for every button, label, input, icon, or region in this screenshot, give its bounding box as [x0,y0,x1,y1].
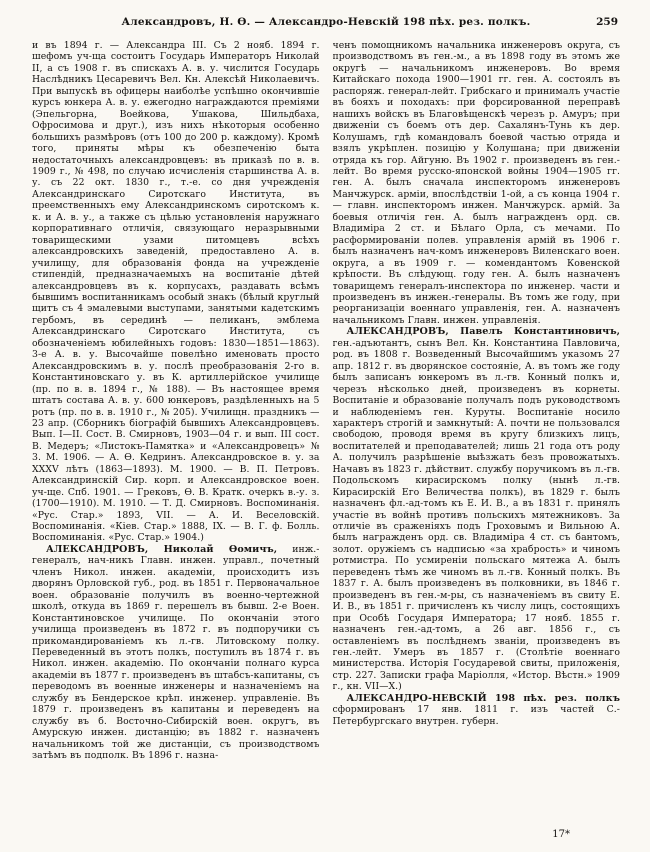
running-head [32,16,620,32]
printers-signature-mark: 17* [552,829,570,840]
running-title: Александровъ, Н. Ө. — Александро-Невскій 198 пѣх. рез. полкъ. [121,16,531,28]
page-number: 259 [596,16,618,28]
left-column [32,40,320,826]
paragraph-body: инж.-генералъ, нач-никъ Главн. инжен. управл., почетный членъ Никол. инжен. академіи, происходитъ изъ дворянъ Орловской губ., род. въ 1851 г. Первоначальное воен. образованіе получилъ въ военно-чертежной школѣ, откуда въ 1869 г. перешелъ въ бывш. 2-е Воен. Константиновское училище. По окончаніи этого училища произведенъ въ 1872 г. въ подпоручики съ прикомандированіемъ къ л.-гв. Литовскому полку. Переведенный въ этотъ полкъ, поступилъ въ 1874 г. въ Никол. инжен. академію. По окончаніи полнаго курса академіи въ 1877 г. произведенъ въ штабсъ-капитаны, съ переводомъ въ военные инженеры и назначеніемъ на службу въ Бендерское крѣп. инженер. управленіе. Въ 1879 г. произведенъ въ капитаны и переведенъ на службу въ б. Восточно-Сибирскій воен. округъ, въ Амурскую инжен. дистанцію; въ 1882 г. назначенъ начальникомъ той же дистанціи, съ производствомъ затѣмъ въ подполк. Въ 1896 г. назна- [32,543,320,762]
article-aleksandro-nevsky-regiment [333,693,621,727]
article-aleksandrov-pavel [333,326,621,693]
paragraph-body: ченъ помощникомъ начальника инженеровъ округа, съ производствомъ въ ген.-м., а въ 1898 году въ этомъ же округѣ — начальникомъ инженеровъ. Во время Китайскаго похода 1900—1901 гг. ген. А. состоялъ въ распоряж. генерал-лейт. Грибскаго и принималъ участіе въ бояхъ и походахъ: при форсированной переправѣ нашихъ войскъ въ Благовѣщенскѣ черезъ р. Амуръ; при движеніи съ боемъ отъ дер. Сахалянъ-Тунь къ дер. Колушамъ, гдѣ командовалъ боевой частью отряда и взялъ укрѣплен. позицію у Колушана; при движеніи отряда къ гор. Айгуню. Въ 1902 г. произведенъ въ ген.-лейт. Во время русско-японской войны 1904—1905 гг. ген. А. былъ сначала инспекторомъ инженеровъ Манчжурск. арміи, впослѣдствіи 1-ой, а съ конца 1904 г. — главн. инспекторомъ инжен. Манчжурск. армій. За боевыя отличія ген. А. былъ награжденъ орд. св. Владиміра 2 ст. и Бѣлаго Орла, съ мечами. По расформированіи полев. управленія армій въ 1906 г. былъ назначенъ нач-комъ инженеровъ Виленскаго воен. округа, а въ 1909 г. — комендантомъ Ковенской крѣпости. Въ слѣдующ. году ген. А. былъ назначенъ товарищемъ генералъ-инспектора по инженер. части и произведенъ въ инжен.-генералы. Въ томъ же году, при реорганизаціи военнаго управленія, ген. А. назначенъ начальникомъ Главн. инжен. управленія. [332,40,620,326]
text-columns [32,40,620,826]
paragraph-continuation [32,40,320,544]
paragraph-continuation [333,40,621,326]
right-column [333,40,621,826]
paragraph-body: ген.-адъютантъ, сынъ Вел. Кн. Константина Павловича, род. въ 1808 г. Возведенный Высочайшимъ указомъ 27 апр. 1812 г. въ дворянское состояніе, А. въ томъ же году былъ записанъ юнкеромъ въ л.-гв. Конный полкъ и, черезъ нѣсколько дней, произведенъ въ корнеты. Воспитаніе и образованіе получалъ подъ руководствомъ и наблюденіемъ ген. Куруты. Воспитаніе носило характеръ строгій и замкнутый: А. почти не пользовался свободою, проводя время въ кругу близкихъ лицъ, воспитателей и преподавателей; лишь 21 года отъ роду А. получилъ разрѣшеніе выѣзжать безъ провожатыхъ. Начавъ въ 1823 г. дѣйствит. службу поручикомъ въ л.-гв. Подольскомъ кирасирскомъ полку (нынѣ л.-гв. Кирасирскій Его Величества полкъ), въ 1829 г. былъ назначенъ фл.-ад-томъ къ Е. И. В., а въ 1831 г. принялъ участіе въ войнѣ противъ польскихъ мятежниковъ. За отличіе въ сраженіяхъ подъ Гроховымъ и Вильною А. былъ награжденъ орд. св. Владиміра 4 ст. съ бантомъ, золот. оружіемъ съ надписью «за храбрость» и чиномъ ротмистра. По усмиреніи польскаго мятежа А. былъ переведенъ тѣмъ же чиномъ въ л.-гв. Конный полкъ. Въ 1837 г. А. былъ произведенъ въ полковники, въ 1846 г. произведенъ въ ген.-м-ры, съ назначеніемъ въ свиту Е. И. В., въ 1851 г. причисленъ къ числу лицъ, состоящихъ при Особѣ Государя Императора; 17 нояб. 1855 г. назначенъ ген.-ад-томъ, а 26 авг. 1856 г., съ оставленіемъ въ послѣднемъ званіи, произведенъ въ ген.-лейт. Умеръ въ 1857 г. (Столѣтіе военнаго министерства. Исторія Государевой свиты, приложенія, стр. 227. Записки графа Маріолля, «Истор. Вѣстн.» 1909 г., кн. VII—X.) [332,337,620,693]
paragraph-body: сформированъ 17 янв. 1811 г. изъ частей С.-Петербургскаго внутрен. губерн. [332,704,620,727]
paragraph-body: и въ 1894 г. — Александра III. Съ 2 нояб. 1894 г. шефомъ уч-ща состоитъ Государь Императоръ Николай II, а съ 1908 г. въ спискахъ А. в. у. числится Государь Наслѣдникъ Цесаревичъ Вел. Кн. Алексѣй Николаевичъ. При выпускѣ въ офицеры наиболѣе успѣшно окончившіе курсъ юнкера А. в. у. ежегодно награждаются преміями (Эпельгорна, Воейкова, Ушакова, Шильдбаха, Офросимова и друг.), изъ нихъ нѣкоторыя особенно большихъ размѣровъ (отъ 100 до 200 р. каждому). Кромѣ того, приняты мѣры къ обезпеченію быта недостаточныхъ александровцевъ: въ приказѣ по в. в. 1909 г., № 498, по случаю исчисленія старшинства А. в. у. съ 22 окт. 1830 г., т.-е. со дня учрежденія Александринскаго Сиротскаго Института, въ преемственныхъ ему Александринскомъ сиротскомъ к. к. и А. в. у., а также съ цѣлью установленія наружнаго корпоративнаго отличія, связующаго неразрывными товарищескими узами питомцевъ всѣхъ александровскихъ заведеній, предоставлено А. в. училищу, для образованія фонда на учрежденіе стипендій, предназначаемыхъ на воспитаніе дѣтей александровцевъ въ к. корпусахъ, раздавать всѣмъ бывшимъ воспитанникамъ особый знакъ (бѣлый круглый щитъ съ 4 эмалевыми выступами, занятыми кадетскимъ гербомъ, въ серединѣ — пеликанъ, эмблема Александринскаго Сиротскаго Института, съ обозначеніемъ юбилейныхъ годовъ: 1830—1851—1863). 3-е А. в. у. Высочайше повелѣно именовать просто Александровскимъ в. у. послѣ преобразованія 2-го в. Константиновскаго у. въ К. артиллерійское училище (пр. по в. в. 1894 г., № 188). — Въ настоящее время штатъ состава А. в. у. 600 юнкеровъ, раздѣленныхъ на 5 ротъ (пр. по в. в. 1910 г., № 205). Училищн. праздникъ — 23 апр. (Сборникъ біографій бывшихъ Александровцевъ. Вып. I—II. Сост. В. Смирновъ, 1903—04 г. и вып. III сост. В. Медеръ; «Листокъ-Памятка» и «Александровецъ» № 3. М. 1906. — А. Ѳ. Кедринъ. Александровское в. у. за XXXV лѣтъ (1863—1893). М. 1900. — В. П. Петровъ. Александринскій Сир. корп. и Александровское воен. уч-ще. Спб. 1901. — Грековъ, Ѳ. В. Кратк. очеркъ в.-у. з. (1700—1910). М. 1910. — Т. Д. Смирновъ. Воспоминанія. «Рус. Стар.» 1893, VII. — А. И. Веселовскій. Воспоминанія. «Кіев. Стар.» 1888, IX. — В. Г. ф. Болль. Воспоминанія. «Рус. Стар.» 1904.) [32,40,320,544]
article-heading: АЛЕКСАНДРО-НЕВСКІЙ 198 пѣх. рез. полкъ [346,692,620,704]
article-heading: АЛЕКСАНДРОВЪ, Павелъ Константиновичъ, [346,326,620,338]
article-heading: АЛЕКСАНДРОВЪ, Николай Ѳомичъ, [46,543,278,555]
article-aleksandrov-nikolai [32,544,320,762]
